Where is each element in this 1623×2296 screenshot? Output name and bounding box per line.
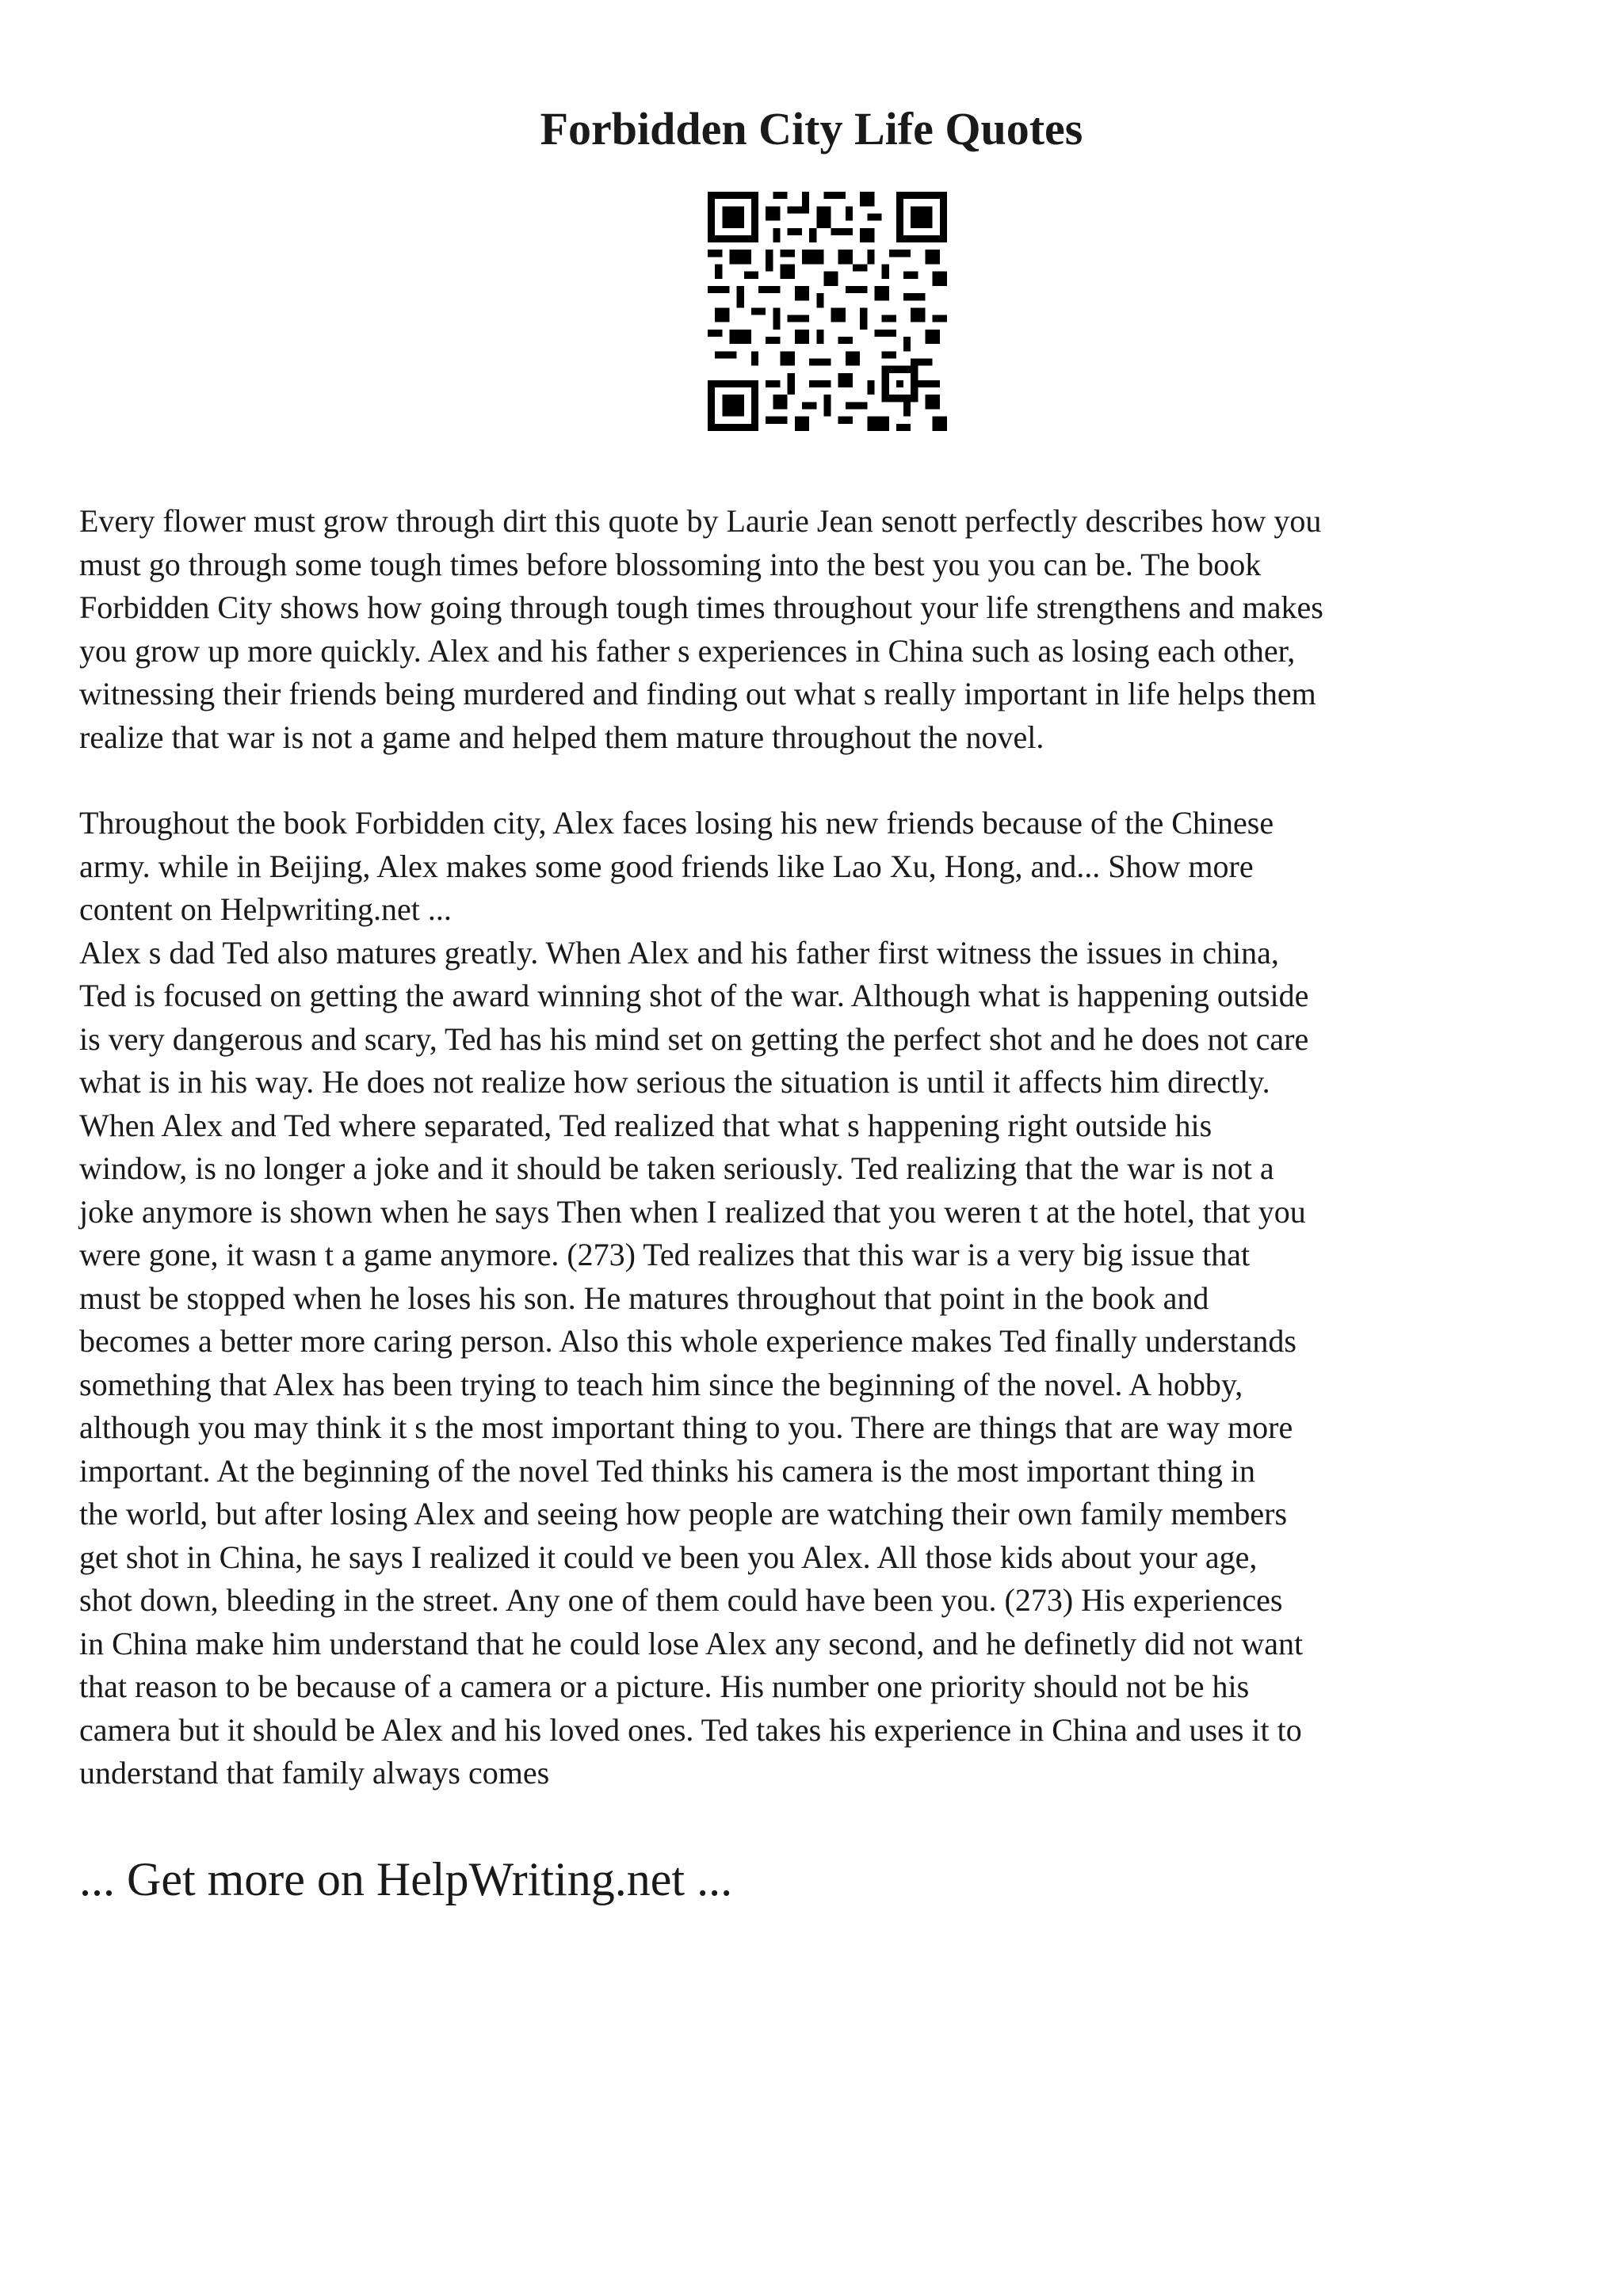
qr-code-graphic <box>708 192 947 431</box>
paragraph-ted: Alex s dad Ted also matures greatly. When Alex and his father first witness the issues in china, Ted is focused on getting the award winning shot of the war. Although what is happening outside is very dangerous and scary, Ted has his mind set on getting the perfect shot and he does not care what is in his way. He does not realize how serious the situation is until it affects him directly. When Alex and Ted where separated, Ted realized that what s happening right outside his window, is no longer a joke and it should be taken seriously. Ted realizing that the war is not a joke anymore is shown when he says Then when I realized that you weren t at the hotel, that you were gone, it wasn t a game anymore. (273) Ted realizes that this war is a very big issue that must be stopped when he loses his son. He matures throughout that point in the book and becomes a better more caring person. Also this whole experience makes Ted finally understands something that Alex has been trying to teach him since the beginning of the novel. A hobby, although you may think it s the most important thing to you. There are things that are way more important. At the beginning of the novel Ted thinks his camera is the most important thing in the world, but after losing Alex and seeing how people are watching their own family members get shot in China, he says I realized it could ve been you Alex. All those kids about your age, shot down, bleeding in the street. Any one of them could have been you. (273) His experiences in China make him understand that he could lose Alex any second, and he definetly did not want that reason to be because of a camera or a picture. His number one priority should not be his camera but it should be Alex and his loved ones. Ted takes his experience in China and uses it to understand that family always comes <box>79 934 1309 1791</box>
article-body <box>79 500 1555 1795</box>
paragraph-intro: Every flower must grow through dirt this quote by Laurie Jean senott perfectly describes how you must go through some tough times before blossoming into the best you you can be. The book Forbidden City shows how going through tough times throughout your life strengthens and makes you grow up more quickly. Alex and his father s experiences in China such as losing each other, witnessing their friends being murdered and finding out what s really important in life helps them realize that war is not a game and helped them mature throughout the novel. <box>79 503 1323 755</box>
paragraph-spacer <box>79 759 1555 802</box>
page-title: Forbidden City Life Quotes <box>540 103 1083 154</box>
paragraph-throughout: Throughout the book Forbidden city, Alex faces losing his new friends because of the Chinese army. while in Beijing, Alex makes some good friends like Lao Xu, Hong, and... Show more content on Helpwriting.net ... <box>79 805 1274 927</box>
get-more-link[interactable]: ... Get more on HelpWriting.net ... <box>79 1853 733 1905</box>
qr-code-icon <box>708 192 947 431</box>
